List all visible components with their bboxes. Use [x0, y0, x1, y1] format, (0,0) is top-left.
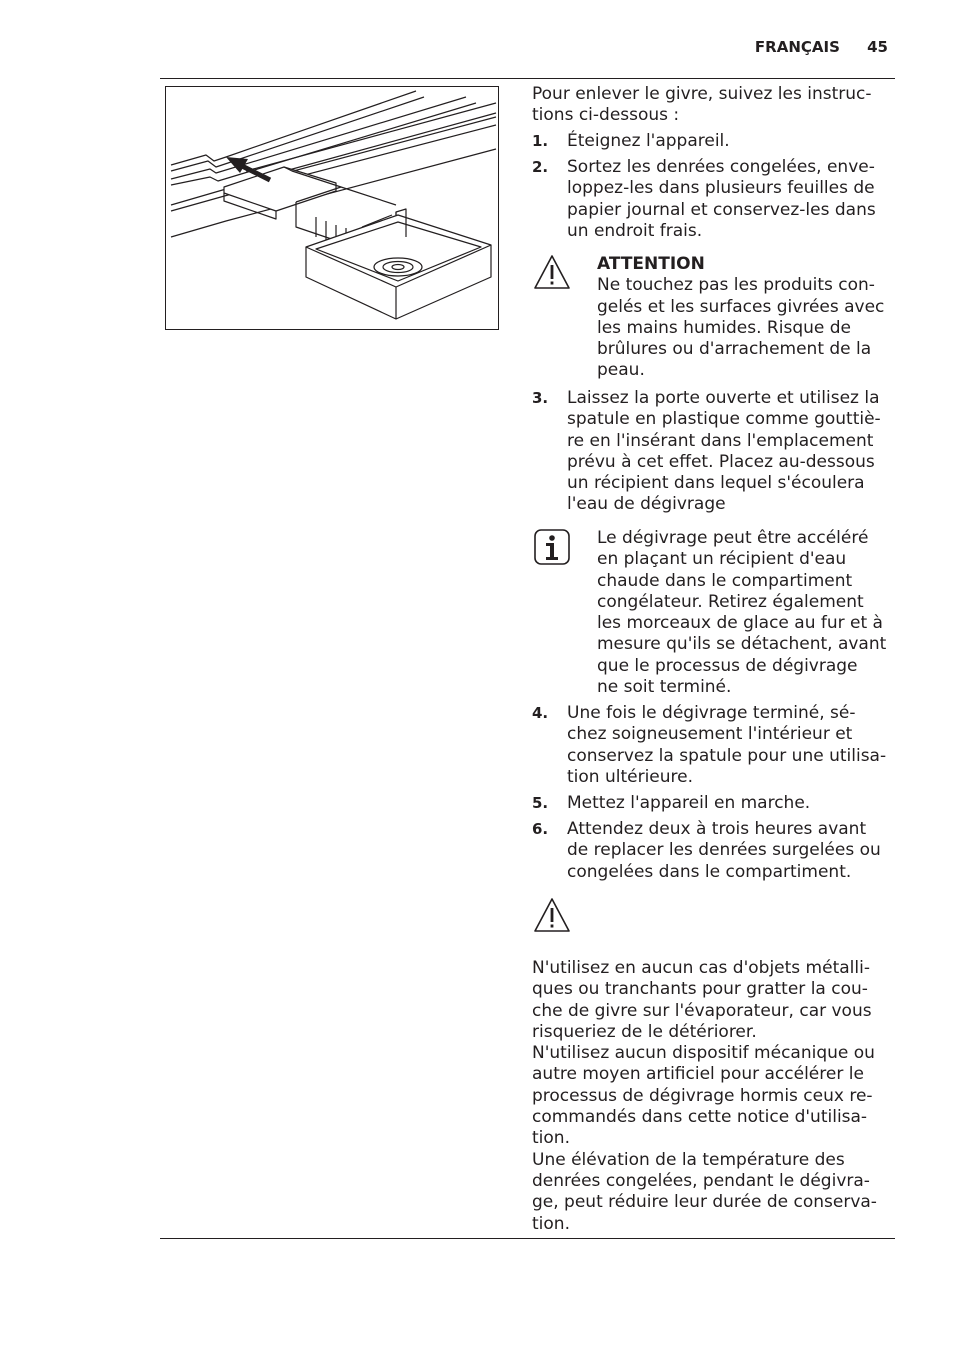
step-text: Une fois le dégivrage terminé, sé- chez soigneusement l'intérieur et conservez la spatule pour une utilisa- tion ultérieure.: [567, 703, 887, 787]
defrost-illustration: [165, 86, 499, 330]
warning-text-block: [532, 958, 892, 1235]
step-text: Attendez deux à trois heures avant de replacer les denrées surgelées ou congelées dans le compartiment.: [567, 819, 881, 882]
info-text: Le dégivrage peut être accéléré en plaçant un récipient d'eau chaude dans le compartiment congélateur. Retirez également les morceaux de glace au fur et à mesure qu'ils se détachent, avant que le processus de dégivrage ne soit terminé.: [597, 528, 887, 698]
attention-text: Ne touchez pas les produits con- gelés et les surfaces givrées avec les mains humides. Risque de brûlures ou d'arrachement de la peau.: [597, 275, 885, 381]
info-text-block: [597, 528, 892, 698]
step-number: 1.: [532, 132, 549, 150]
step-text: Laissez la porte ouverte et utilisez la spatule en plastique comme gouttiè- re en l'insérant dans l'emplacement prévu à cet effet. Placez au-dessous un récipient dans lequel s'écoulera l'eau de dégivrage: [567, 388, 881, 515]
warning-triangle-icon: [532, 896, 572, 934]
warning-paragraph: Une élévation de la température des denrées congelées, pendant le dégivra- ge, peut réduire leur durée de conserva- tion.: [532, 1149, 877, 1234]
info-icon: [532, 527, 572, 567]
attention-note: [532, 253, 572, 295]
step-number: 2.: [532, 158, 549, 176]
warning-paragraph: N'utilisez aucun dispositif mécanique ou autre moyen artificiel pour accélérer le processus de dégivrage hormis ceux re- commandés dans cette notice d'utilisa- tion.: [532, 1043, 875, 1149]
warning-triangle-icon: [532, 253, 572, 291]
info-note: [532, 527, 572, 571]
step-number: 3.: [532, 389, 549, 407]
bottom-divider: [160, 1238, 895, 1239]
section-title: FRANÇAIS: [754, 38, 840, 56]
intro-text: Pour enlever le givre, suivez les instruc- tions ci-dessous :: [532, 84, 872, 126]
attention-title: ATTENTION: [597, 254, 705, 274]
warning-paragraph: N'utilisez en aucun cas d'objets métalli- ques ou tranchants pour gratter la cou- che de givre sur l'évaporateur, car vous risqueriez de le détériorer.: [532, 958, 872, 1042]
step-text: Sortez les denrées congelées, enve- loppez-les dans plusieurs feuilles de papier journal et conservez-les dans un endroit frais.: [567, 157, 876, 241]
attention-text-block: [597, 254, 892, 382]
step-text: Mettez l'appareil en marche.: [567, 793, 811, 813]
page-header: [755, 38, 888, 56]
warning-note: [532, 896, 572, 938]
step-number: 5.: [532, 794, 549, 812]
step-text: Éteignez l'appareil.: [567, 131, 730, 151]
intro-paragraph: [532, 84, 892, 127]
page-number: 45: [867, 38, 888, 56]
step-number: 4.: [532, 704, 549, 722]
step-number: 6.: [532, 820, 549, 838]
defrost-scraper-tray-illustration: [166, 87, 499, 330]
top-divider: [160, 78, 895, 79]
